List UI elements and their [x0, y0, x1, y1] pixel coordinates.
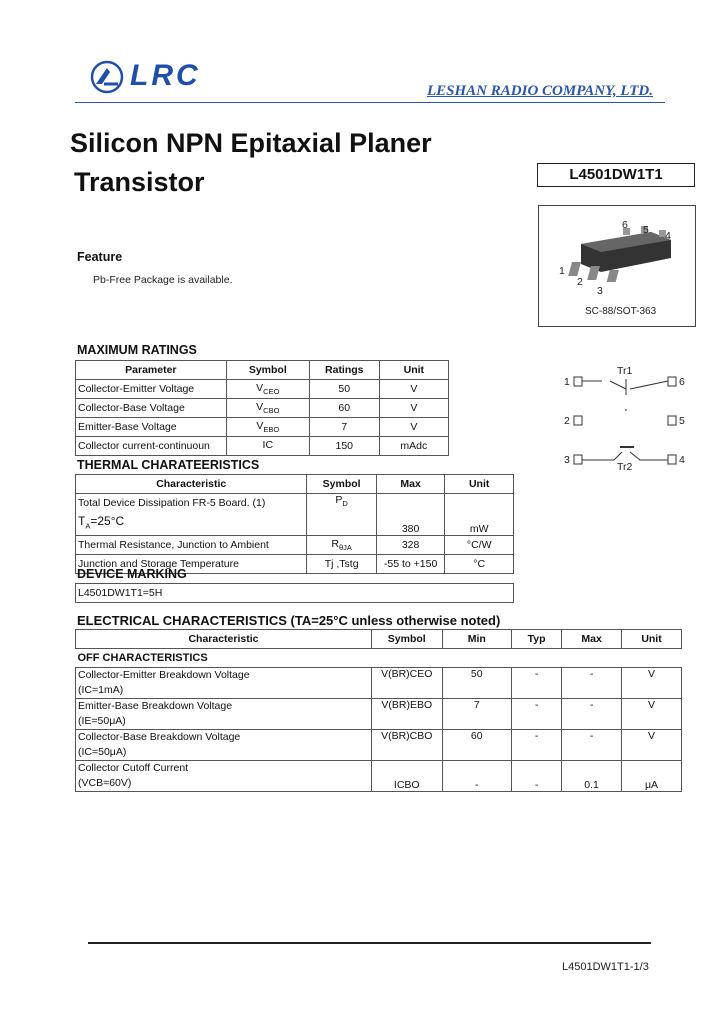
char-line: Emitter-Base Breakdown Voltage	[78, 700, 233, 712]
tr2-label: Tr2	[617, 461, 633, 473]
table-row	[76, 418, 449, 437]
symbol-cell	[226, 437, 309, 456]
table-row	[76, 730, 682, 761]
char-line: (IE=50μA)	[78, 715, 126, 727]
ta-value: =25°C	[90, 514, 125, 528]
char-line: Collector Cutoff Current	[78, 762, 189, 774]
unit-cell: V	[622, 668, 682, 699]
part-number-box: L4501DW1T1	[537, 163, 695, 187]
unit-cell: mAdc	[379, 437, 448, 456]
ta-symbol: T	[78, 514, 86, 528]
table-row	[76, 399, 449, 418]
page-title-line2: Transistor	[74, 167, 205, 197]
unit-cell: V	[379, 380, 448, 399]
symbol-text: V	[256, 419, 264, 432]
col-header: Max	[376, 475, 445, 494]
marking-value: L4501DW1T1=5H	[76, 584, 514, 603]
unit-cell: V	[622, 730, 682, 761]
max-cell: 328	[376, 536, 445, 555]
schem-pin-1: 1	[564, 376, 570, 388]
symbol-sub: CBO	[263, 406, 280, 416]
feature-text: Pb-Free Package is available.	[93, 274, 233, 286]
char-cell: Junction and Storage Temperature	[76, 555, 307, 574]
off-label-text: OFF CHARACTERISTICS	[77, 652, 208, 664]
table-row	[76, 536, 514, 555]
max-cell: 0.1	[562, 761, 622, 792]
table-header-row	[76, 475, 514, 494]
pin-schematic	[560, 365, 690, 475]
pin-label-3: 3	[597, 285, 603, 297]
table-row	[76, 437, 449, 456]
symbol-cell: V(BR)CEO	[371, 668, 442, 699]
char-line: (VCB=60V)	[78, 777, 132, 789]
schem-pin-2: 2	[564, 415, 570, 427]
symbol-sub: D	[342, 499, 348, 509]
pin-label-2: 2	[577, 276, 583, 288]
lrc-logo-icon	[90, 60, 124, 94]
char-cell	[76, 730, 372, 761]
min-cell: 7	[442, 699, 512, 730]
table-header-row	[76, 361, 449, 380]
symbol-cell	[226, 399, 309, 418]
col-header: Unit	[379, 361, 448, 380]
package-box	[538, 205, 696, 327]
symbol-cell: V(BR)EBO	[371, 699, 442, 730]
symbol-cell: ICBO	[371, 761, 442, 792]
param-cell: Emitter-Base Voltage	[76, 418, 227, 437]
electrical-table	[75, 629, 682, 792]
max-cell: 380	[376, 494, 445, 536]
typ-cell: -	[512, 699, 562, 730]
char-line: Collector-Emitter Breakdown Voltage	[78, 669, 250, 681]
symbol-cell	[226, 418, 309, 437]
min-cell: 50	[442, 668, 512, 699]
unit-cell: V	[622, 699, 682, 730]
char-line: Collector-Base Breakdown Voltage	[78, 731, 241, 743]
symbol-cell	[307, 494, 376, 536]
max-ratings-heading: MAXIMUM RATINGS	[77, 343, 197, 357]
symbol-text: V	[256, 381, 264, 394]
max-cell: -55 to +150	[376, 555, 445, 574]
symbol-sub: CEO	[263, 387, 280, 397]
symbol-text: IC	[262, 438, 274, 451]
tr1-label: Tr1	[617, 365, 633, 377]
off-characteristics-label	[76, 649, 682, 668]
thermal-heading: THERMAL CHARATEERISTICS	[77, 458, 260, 472]
char-line: Total Device Dissipation FR-5 Board. (1)	[78, 497, 266, 509]
pin-label-1: 1	[559, 265, 565, 277]
symbol-cell: V(BR)CBO	[371, 730, 442, 761]
rating-cell: 150	[309, 437, 379, 456]
symbol-text: R	[331, 538, 339, 551]
unit-cell: °C	[445, 555, 514, 574]
section-row	[76, 649, 682, 668]
thermal-table	[75, 474, 514, 574]
schem-pin-4: 4	[679, 454, 685, 466]
col-header: Characteristic	[76, 630, 372, 649]
table-row	[76, 699, 682, 730]
schem-pin-3: 3	[564, 454, 570, 466]
table-row	[76, 668, 682, 699]
max-cell: -	[562, 668, 622, 699]
max-cell: -	[562, 730, 622, 761]
table-row	[76, 494, 514, 536]
max-ratings-table	[75, 360, 449, 456]
rating-cell: 60	[309, 399, 379, 418]
pin-label-6: 6	[622, 219, 628, 231]
col-header: Unit	[622, 630, 682, 649]
param-cell: Collector-Emitter Voltage	[76, 380, 227, 399]
electrical-heading: ELECTRICAL CHARACTERISTICS (TA=25°C unless otherwise noted)	[77, 613, 501, 628]
header-rule	[75, 102, 665, 103]
symbol-cell	[307, 536, 376, 555]
max-cell: -	[562, 699, 622, 730]
char-cell	[76, 761, 372, 792]
package-drawing-icon	[539, 206, 695, 306]
table-row	[76, 380, 449, 399]
rating-cell: 50	[309, 380, 379, 399]
schem-pin-6: 6	[679, 376, 685, 388]
footer-page-label: L4501DW1T1-1/3	[562, 961, 649, 973]
company-logo	[90, 58, 220, 98]
feature-heading: Feature	[77, 250, 123, 264]
unit-cell: V	[379, 399, 448, 418]
unit-cell: V	[379, 418, 448, 437]
rating-cell: 7	[309, 418, 379, 437]
typ-cell: -	[512, 761, 562, 792]
schematic-diagram-icon	[560, 365, 690, 475]
pin-label-4: 4	[665, 230, 671, 242]
table-row	[76, 761, 682, 792]
package-label: SC-88/SOT-363	[585, 306, 657, 317]
table-header-row	[76, 630, 682, 649]
company-name: LESHAN RADIO COMPANY, LTD.	[427, 83, 654, 99]
char-line	[78, 512, 304, 535]
col-header: Typ	[512, 630, 562, 649]
param-cell: Collector current-continuoun	[76, 437, 227, 456]
param-cell: Collector-Base Voltage	[76, 399, 227, 418]
unit-cell: mW	[445, 494, 514, 536]
symbol-sub: EBO	[263, 425, 280, 435]
col-header: Characteristic	[76, 475, 307, 494]
logo-text: LRC	[130, 59, 201, 92]
min-cell: -	[442, 761, 512, 792]
char-cell	[76, 668, 372, 699]
table-row	[76, 584, 514, 603]
char-cell	[76, 699, 372, 730]
col-header: Symbol	[371, 630, 442, 649]
symbol-cell	[226, 380, 309, 399]
unit-cell: μA	[622, 761, 682, 792]
col-header: Unit	[445, 475, 514, 494]
char-line: (IC=50μA)	[78, 746, 127, 758]
char-cell: Thermal Resistance, Junction to Ambient	[76, 536, 307, 555]
symbol-cell: Tj ,Tstg	[307, 555, 376, 574]
symbol-text: V	[256, 400, 264, 413]
marking-heading: DEVICE MARKING	[77, 567, 187, 581]
unit-cell: °C/W	[445, 536, 514, 555]
marking-table	[75, 583, 514, 603]
col-header: Symbol	[307, 475, 376, 494]
col-header: Min	[442, 630, 512, 649]
char-cell	[76, 494, 307, 536]
symbol-sub: θJA	[338, 543, 352, 553]
typ-cell: -	[512, 668, 562, 699]
col-header: Symbol	[226, 361, 309, 380]
col-header: Ratings	[309, 361, 379, 380]
char-line: (IC=1mA)	[78, 684, 124, 696]
pin-label-5: 5	[643, 224, 649, 236]
footer-rule	[88, 942, 651, 944]
col-header: Max	[562, 630, 622, 649]
schem-pin-5: 5	[679, 415, 685, 427]
min-cell: 60	[442, 730, 512, 761]
ta-sub: A	[85, 521, 91, 531]
page-title-line1: Silicon NPN Epitaxial Planer	[70, 128, 432, 158]
symbol-text: P	[335, 494, 343, 506]
typ-cell: -	[512, 730, 562, 761]
col-header: Parameter	[76, 361, 227, 380]
